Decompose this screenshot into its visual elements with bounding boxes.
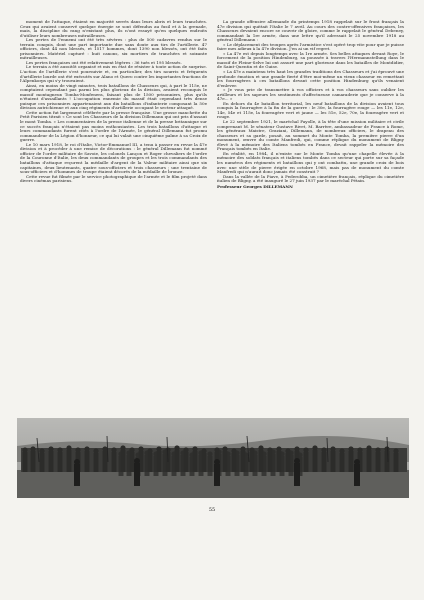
paragraph: Cette revue fut filmée par le service photographique de l'armée et le film projeté dans divers cinémas parisiens. <box>20 173 207 184</box>
paragraph: Les pertes de l'ennemi ont été très sévères : plus de 500 cadavres rendus sur le terrain conquis, dont une part importante due sans doute aux tirs de l'artillerie. 47 officiers, dont 44 non blessés, et 1517 hommes, dont 1390 non blessés, ont été faits prisonniers. Matériel capturé : huit canons, six mortiers de tranchées et soixante mitrailleuses. <box>20 37 207 61</box>
paragraph: Ainsi, en moins de vingt minutes, trois bataillons de Chasseurs qui, à part le 115e, ne comptaient cependant pas parmi les plus glorieux de la division, avaient reconquis le massif montagneux Tomba-Monfenera, faisant plus de 1500 prisonniers, plus qu'ils n'étaient d'assaillants ! L'occupation ennemie du massif était cependant très dense puisque ces prisonniers appartenaient aux dix bataillons d'infanterie composant la 50e division autrichienne et aux cinq régiments d'artillerie occupant le secteur attaqué. <box>20 82 207 111</box>
paragraph: « La 47e est depuis longtemps avec la 1re armée. Ses belles attaques devant Roye, le forcement de la position Hindenburg, sa poussée à travers l'Hermannstellung dans le massif de Pleine-Selve lui ont assuré une part glorieuse dans les batailles de Montdidier, de Saint-Quentin et de Guise. <box>217 50 404 70</box>
paragraph: Le 22 septembre 1921, le maréchal Fayolle, à la tête d'une mission militaire et civile comprenant M. le sénateur Gustave Rivet, M. Barrère, ambassadeur de France à Rome, les généraux Maistre, Graziani, Dillemann, de nombreux officiers, le drapeau des chasseurs et sa garde, posait, au sommet du Monte Tomba, la première pierre d'un monument, œuvre du comte Manfredi, qui, comme réplique du monument de Bligny élevé à la mémoire des Italiens tombés en France, devait rappeler la mémoire des Français tombés en Italie. <box>217 119 404 152</box>
paragraph: moment de l'attaque, étaient en majorité serrés dans leurs abris et leurs tranchées. Ceux qui avaient conservé quelque énergie se sont défendus au fusil et à la grenade, mais, la discipline du rang n'existant plus, ils n'ont essayé qu'en quelques endroits d'utiliser leurs nombreuses mitrailleuses. <box>20 20 207 38</box>
page-number: 55 <box>208 507 216 513</box>
paragraph: Dans la vallée de la Piave, à Pederobba, un cimetière français, réplique du cimetière italien de Bligny, a été inauguré le 27 juin 1937 par le maréchal Pétain. <box>217 173 404 184</box>
paragraph: En dehors du 4e bataillon territorial, les neuf bataillons de la division avaient tous conquis la fourragère à la fin de la guerre : le 30e, la fourragère rouge — les 11e, 12e, 14e, 54e et 115e, la fourragère vert et jaune — les 51e, 52e, 70e, la fourragère vert et rouge. <box>217 100 404 120</box>
paragraph: Le terrain a été aussitôt organisé et mis en état de résister à toute action de surprise. L'action de l'artillerie s'est poursuivie et, en particulier, des tirs nourris et fréquents d'artillerie lourde ont été exécutés sur Alano et Quero contre les importantes fractions de l'Alpenkorps qui s'y trouvaient. <box>20 64 207 84</box>
paragraph: « Le déplacement des troupes après l'armistice s'est opéré trop vite pour que je puisse faire mes adieux à la 47e division. J'en ai un vif regret. <box>217 41 404 52</box>
paragraph: « La 47e a maintenu très haut les grandes traditions des Chasseurs et j'ai éprouvé une profonde émotion et une grande fierté d'être moi-même un vieux chasseur en remettant les fourragères à ces bataillons devant cette position Hindenburg qu'ils venaient d'enlever. <box>217 69 404 88</box>
historical-photograph <box>17 418 409 498</box>
paragraph: Les pertes françaises ont été relativement légères : 36 tués et 195 blessés. <box>26 59 182 65</box>
paragraph: La grande offensive allemande du printemps 1918 rappelait sur le front français la 47e division qui quittait l'Italie le 7 avril. Au cours des contre-offensives françaises, les Chasseurs devaient encore se couvrir de gloire, comme le rappelait le général Debeney, commandant la 1re armée, dans une lettre qu'il adressait le 25 novembre 1918 au général Dillemann : <box>217 20 404 43</box>
left-column <box>20 20 207 414</box>
right-column <box>217 20 404 414</box>
paragraph: Cette action fut largement célébrée par la presse française. Une grosse manchette du Petit Parisien titrait « Ce sont les Chasseurs de la division Dillemann qui ont pris d'assaut le mont Tomba. » Les commentaires de la presse italienne et de la presse britannique sur ce succès français n'étaient pas moins enthousiastes. Les trois bataillons d'attaque et leurs commandants furent cités à l'ordre de l'Armée, le général Dillemann fut promu commandeur de la Légion d'honneur, ce qui lui valait une cinquième palme à sa Croix de guerre. <box>20 109 207 143</box>
paragraph: En réalité, en 1984, il n'existe sur le Monte Tomba qu'une chapelle élevée à la mémoire des soldats français et italiens tombés dans ce secteur qui porte sur sa façade les numéros des régiments et bataillons qui y ont combattu, une grande croix de bois avec une stèle de pierre érigée en octobre 1968, mais pas de monument du comte Manfredi qui n'aurait donc jamais été construit ? <box>217 150 404 175</box>
paragraph: Le 10 mars 1918, le roi d'Italie, Victor-Emmanuel III, a tenu à passer en revue la 47e division et à procéder à une remise de décorations : le général Dillemann fut nommé officier de l'ordre militaire de Savoie, les colonels Lançon et Roger chevaliers de l'ordre de la Couronne d'Italie, les deux commandants de groupes et les trois commandants des bataillons d'attaque reçurent la médaille d'argent de la Valeur militaire ainsi que six capitaines, deux lieutenants, quatre sous-officiers et trois chasseurs ; une trentaine de sous-officiers et d'hommes de troupe étaient décorés de la médaille de bronze. <box>20 141 207 175</box>
author-signature: Professeur Georges DILLEMANN <box>217 183 293 189</box>
paragraph: « Je vous prie de transmettre à vos officiers et à vos chasseurs sans oublier les artilleurs et les sapeurs les sentiments d'affectueuse camaraderie que je conserve à la 47e... » <box>217 87 404 102</box>
article-body <box>20 20 404 414</box>
photo-image <box>17 418 409 498</box>
